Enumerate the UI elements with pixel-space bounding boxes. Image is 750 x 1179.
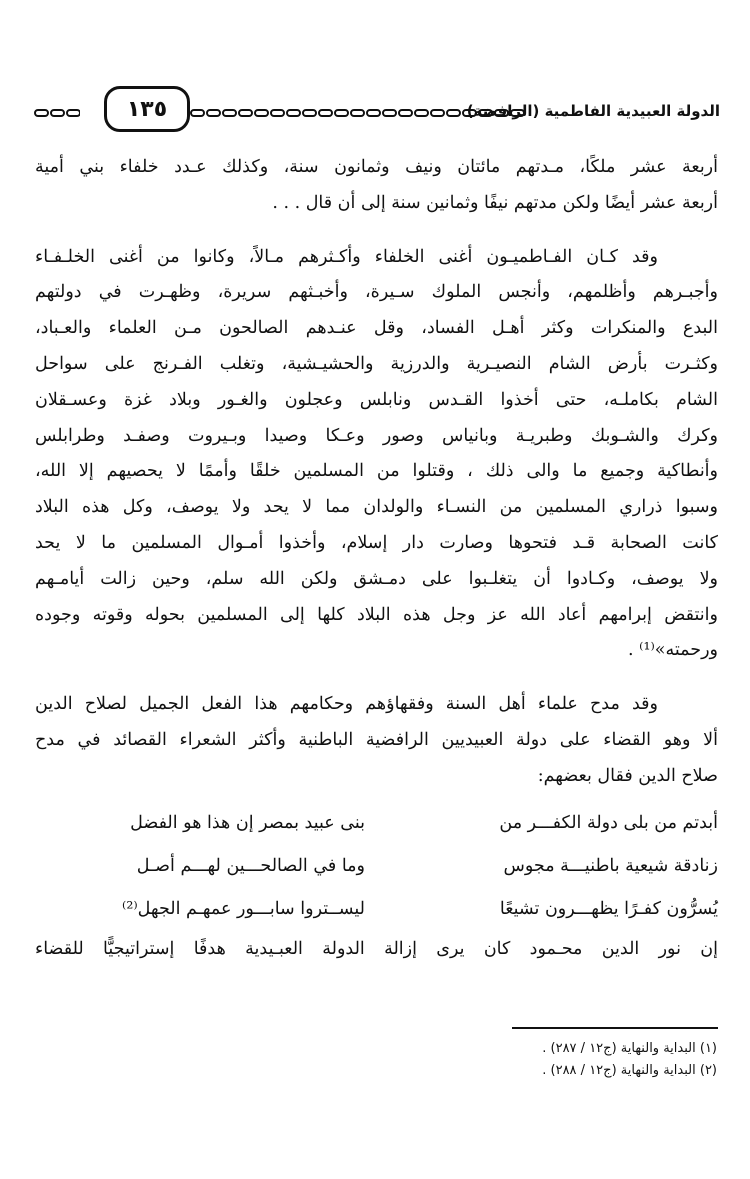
verse-second-hemistich: بنى عبيد بمصر إن هذا هو الفضل <box>130 813 365 834</box>
text-line: وأجبـرهم وأظلمهم، وأنجس الملوك سـيرة، وأخبـثهم سريرة، وظهـرت في دولتهم <box>35 282 718 303</box>
text-line: وقد كـان الفـاطميـون أغنى الخلفاء وأكـثرهم مـالاً، وكانوا من أغنى الخلـفـاء <box>35 246 658 267</box>
text-line: صلاح الدين فقال بعضهم: <box>537 765 718 786</box>
verse-second-hemistich: ليســتروا سابـــور عمهـم الجهل⁽²⁾ <box>122 899 365 920</box>
paragraph-3 <box>35 687 718 794</box>
verse-first-hemistich: زنادقة شيعية باطنيـــة مجوس <box>503 856 718 877</box>
poem <box>35 803 718 932</box>
ornament-chain-left <box>34 106 80 120</box>
text-line: وكرك والشـوبك وطبريـة وبانياس وصور وعـكا وصيدا وبـيروت وصفـد وطرابلس <box>35 425 718 446</box>
text-line: وأنطاكية وجميع ما والى ذلك ، وقتلوا من المسلمين خلقًا وأممًا لا يحصيهم إلا الله، <box>35 461 718 482</box>
paragraph-1 <box>35 150 718 222</box>
poem-verse <box>35 846 718 889</box>
footnote-2: (٢) البداية والنهاية (ج١٢ / ٢٨٨) . <box>542 1063 717 1078</box>
poem-verse <box>35 803 718 846</box>
footnote-divider <box>512 1027 718 1029</box>
page-number: ١٣٥ <box>104 86 190 132</box>
text-line: وانتقض إبرامهم أعاد الله عز وجل هذه البلاد كلها إلى المسلمين بحوله وقوته وجوده <box>35 604 718 625</box>
text-line: الشام بكاملـه، حتى أخذوا القـدس ونابلس وعجلون والغـور وبلاد غزة وعسـقلان <box>35 389 718 410</box>
text-line: البدع والمنكرات وكثر أهـل الفساد، وقل عنـدهم الصالحون مـن العلماء والعـباد، <box>35 318 718 339</box>
verse-first-hemistich: أبدتم من بلى دولة الكفـــر من <box>499 813 718 834</box>
text-line: ولا يوصف، وكـادوا أن يتغلـبوا على دمـشق ولكن الله سلم، وحين زالت أيامـهم <box>35 568 718 589</box>
text-line: وكثـرت بأرض الشام النصيـرية والدرزية والحشيـشية، وتغلب الفـرنج على سواحل <box>35 353 718 374</box>
text-line: وسبوا ذراري المسلمين من النسـاء والولدان مما لا يحد ولا يوصف، وكل هذه البلاد <box>35 497 718 518</box>
text-line: أربعة عشر أيضًا ولكن مدتهم نيفًا وثمانين سنة إلى أن قال . . . <box>272 192 718 213</box>
paragraph-2 <box>35 240 718 670</box>
main-text <box>35 150 718 967</box>
footnotes <box>317 1038 717 1082</box>
poem-verse <box>35 889 718 932</box>
text-line: كانت الصحابة قـد فتحوها وصارت دار إسلام، وأخذوا أمـوال المسلمين ما لا يحد <box>35 532 718 553</box>
text-line: ورحمته»⁽¹⁾ . <box>628 640 718 661</box>
verse-first-hemistich: يُسرُّون كفـرًا يظهـــرون تشيعًا <box>499 899 718 920</box>
verse-second-hemistich: وما في الصالحـــين لهـــم أصـل <box>136 856 365 877</box>
text-line: وقد مدح علماء أهل السنة وفقهاؤهم وحكامهم هذا الفعل الجميل لصلاح الدين <box>35 694 658 715</box>
footnote-1: (١) البداية والنهاية (ج١٢ / ٢٨٧) . <box>542 1041 717 1056</box>
closing-paragraph <box>35 932 718 968</box>
text-line: إن نور الدين محـمود كان يرى إزالة الدولة العبـيدية هدفًا إستراتيجيًّا للقضاء <box>35 938 718 959</box>
text-line: ألا وهو القضاء على دولة العبيديين الرافضية الباطنية وأكثر الشعراء القصائد في مدح <box>35 729 718 750</box>
header-title: الدولة العبيدية الفاطمية (الرافضة) <box>466 102 720 120</box>
running-header <box>30 86 720 138</box>
text-line: أربعة عشر ملكًا، مـدتهم مائتان ونيف وثمانون سنة، وكذلك عـدد خلفاء بني أمية <box>35 157 718 177</box>
